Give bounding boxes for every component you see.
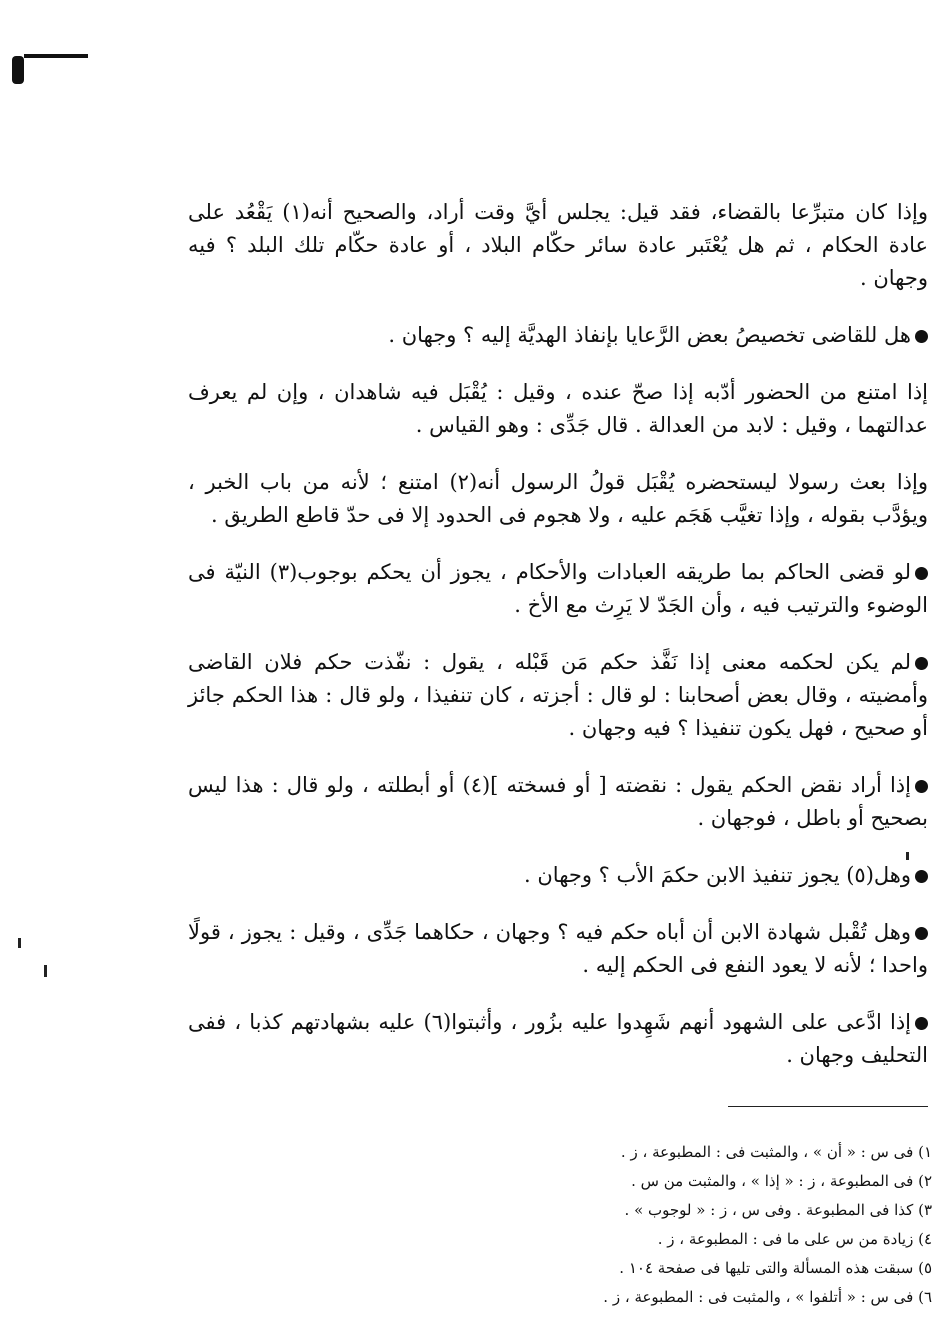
bullet-icon [915, 1017, 928, 1030]
scan-speck [906, 852, 909, 860]
paragraph-text: إذا امتنع من الحضور أدّبه إذا صحّ عنده ، وقيل : يُقْبَل فيه شاهدان ، وإن لم يعرف عدالتهما ، وقيل : لابد من العدالة . قال جَدِّى : وهو القياس . [188, 380, 928, 437]
bullet-icon [915, 657, 928, 670]
paragraph [188, 916, 928, 982]
paragraph [188, 196, 928, 295]
paragraph [188, 466, 928, 532]
paragraph [188, 859, 928, 892]
paragraph [188, 646, 928, 745]
bullet-icon [915, 870, 928, 883]
footnote: ٤) زيادة من س على ما فى : المطبوعة ، ز . [657, 1230, 932, 1248]
footnote: ٦) فى س : « أتلفوا » ، والمثبت فى : المطبوعة ، ز . [603, 1288, 932, 1306]
paragraph-text: وهل(٥) يجوز تنفيذ الابن حكمَ الأب ؟ وجهان . [524, 863, 911, 887]
footnote: ٢) فى المطبوعة ، ز : « إذا » ، والمثبت من س . [631, 1172, 932, 1190]
paragraph-text: إذا ادَّعى على الشهود أنهم شَهِدوا عليه بزُور ، وأثبتوا(٦) عليه بشهادتهم كذبا ، ففى التحليف وجهان . [188, 1010, 928, 1067]
paragraph [188, 556, 928, 622]
paragraph [188, 769, 928, 835]
corner-page-mark [10, 48, 88, 94]
paragraph-text: وإذا بعث رسولا ليستحضره يُقْبَل قولُ الرسول أنه(٢) امتنع ؛ لأنه من باب الخبر ، ويؤدَّب بقوله ، وإذا تغيَّب هَجَم عليه ، ولا هجوم فى الحدود إلا فى حدّ قاطع الطريق . [188, 470, 928, 527]
scan-speck [18, 938, 21, 948]
footnote: ١) فى س : « أن » ، والمثبت فى : المطبوعة ، ز . [620, 1143, 932, 1161]
paragraph-text: إذا أراد نقض الحكم يقول : نقضته [ أو فسخته ](٤) أو أبطلته ، ولو قال : هذا ليس بصحيح أو باطل ، فوجهان . [188, 773, 928, 830]
scan-speck [44, 965, 47, 977]
paragraph-text: وهل تُقْبل شهادة الابن أن أباه حكم فيه ؟ وجهان ، حكاهما جَدِّى ، وقيل : يجوز ، قولًا واحدا ؛ لأنه لا يعود النفع فى الحكم إليه . [188, 920, 928, 977]
footnote: ٥) سبقت هذه المسألة والتى تليها فى صفحة ١٠٤ . [619, 1259, 932, 1277]
paragraph-text: لو قضى الحاكم بما طريقه العبادات والأحكام ، يجوز أن يحكم بوجوب(٣) النيّة فى الوضوء والترتيب فيه ، وأن الجَدّ لا يَرِث مع الأخ . [188, 560, 928, 617]
footnotes [560, 1138, 932, 1312]
bullet-icon [915, 780, 928, 793]
paragraph [188, 1006, 928, 1072]
bullet-icon [915, 330, 928, 343]
paragraph-text: لم يكن لحكمه معنى إذا نَفَّذ حكم مَن قَبْله ، يقول : نفّذت حكم فلان القاضى وأمضيته ، وقال بعض أصحابنا : لو قال : أجزته ، كان تنفيذا ، ولو قال : هذا الحكم جائز أو صحيح ، فهل يكون تنفيذا ؟ فيه وجهان . [188, 650, 928, 740]
main-text [188, 196, 928, 1096]
bullet-icon [915, 927, 928, 940]
footnote-divider [728, 1106, 928, 1107]
paragraph [188, 376, 928, 442]
paragraph-text: هل للقاضى تخصيصُ بعض الرَّعايا بإنفاذ الهديَّة إليه ؟ وجهان . [388, 323, 911, 347]
footnote: ٣) كذا فى المطبوعة . وفى س ، ز : « لوجوب » . [624, 1201, 932, 1219]
paragraph [188, 319, 928, 352]
bullet-icon [915, 567, 928, 580]
paragraph-text: وإذا كان متبرِّعا بالقضاء، فقد قيل: يجلس أيَّ وقت أراد، والصحيح أنه(١) يَقْعُد على عادة الحكام ، ثم هل يُعْتَبر عادة سائر حكّام البلاد ، أو عادة حكّام تلك البلد ؟ فيه وجهان . [188, 200, 928, 290]
